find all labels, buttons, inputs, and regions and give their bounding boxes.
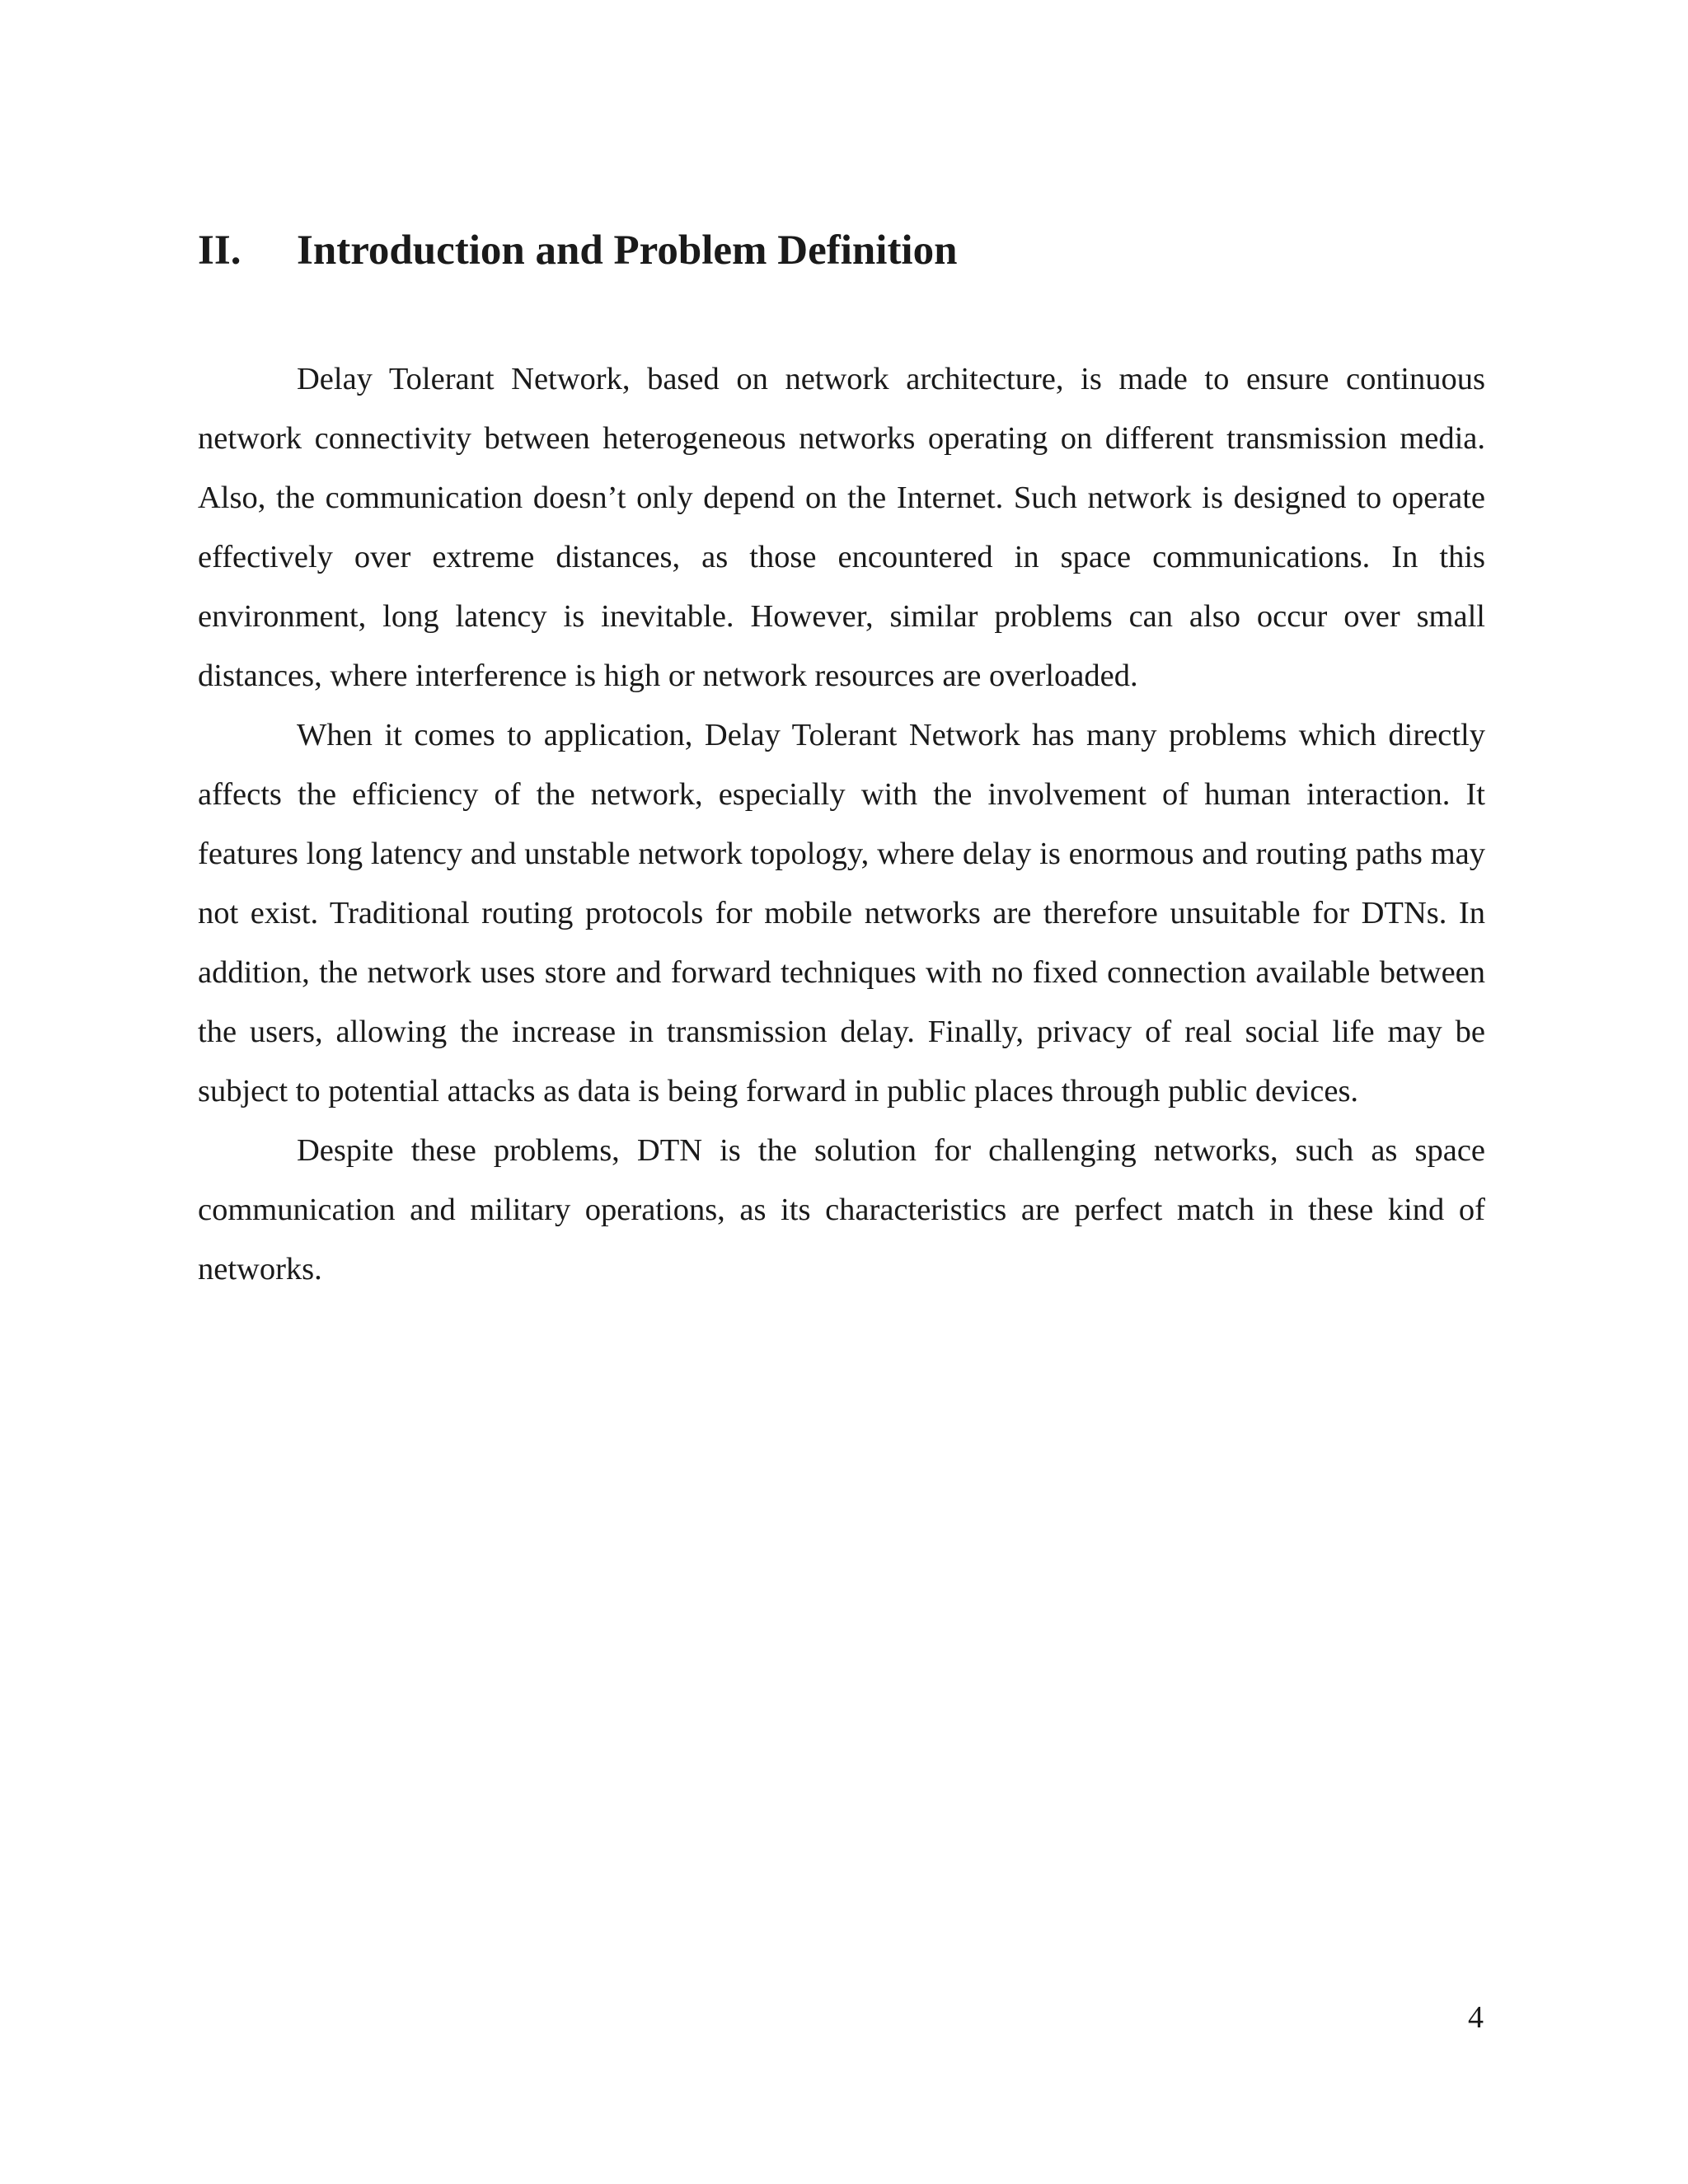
body-text (198, 349, 1485, 1299)
paragraph-2: When it comes to application, Delay Tolerant Network has many problems which directly affects the efficiency of the network, especially with the involvement of human interaction. It features long latency and unstable network topology, where delay is enormous and routing paths may not exist. Traditional routing protocols for mobile networks are therefore unsuitable for DTNs. In addition, the network uses store and forward techniques with no fixed connection available between the users, allowing the increase in transmission delay. Finally, privacy of real social life may be subject to potential attacks as data is being forward in public places through public devices. (198, 718, 1485, 1108)
paragraph-3: Despite these problems, DTN is the solution for challenging networks, such as space communication and military operations, as its characteristics are perfect match in these kind of networks. (198, 1133, 1485, 1286)
section-number: II. (198, 227, 241, 274)
section-heading (198, 223, 1484, 279)
paragraph-1: Delay Tolerant Network, based on network architecture, is made to ensure continuous network connectivity between heterogeneous networks operating on different transmission media. Also, the communication doesn’t only depend on the Internet. Such network is designed to operate effectively over extreme distances, as those encountered in space communications. In this environment, long latency is inevitable. However, similar problems can also occur over small distances, where interference is high or network resources are overloaded. (198, 362, 1485, 693)
section-title: Introduction and Problem Definition (297, 227, 958, 274)
page-number: 4 (1468, 2000, 1484, 2035)
